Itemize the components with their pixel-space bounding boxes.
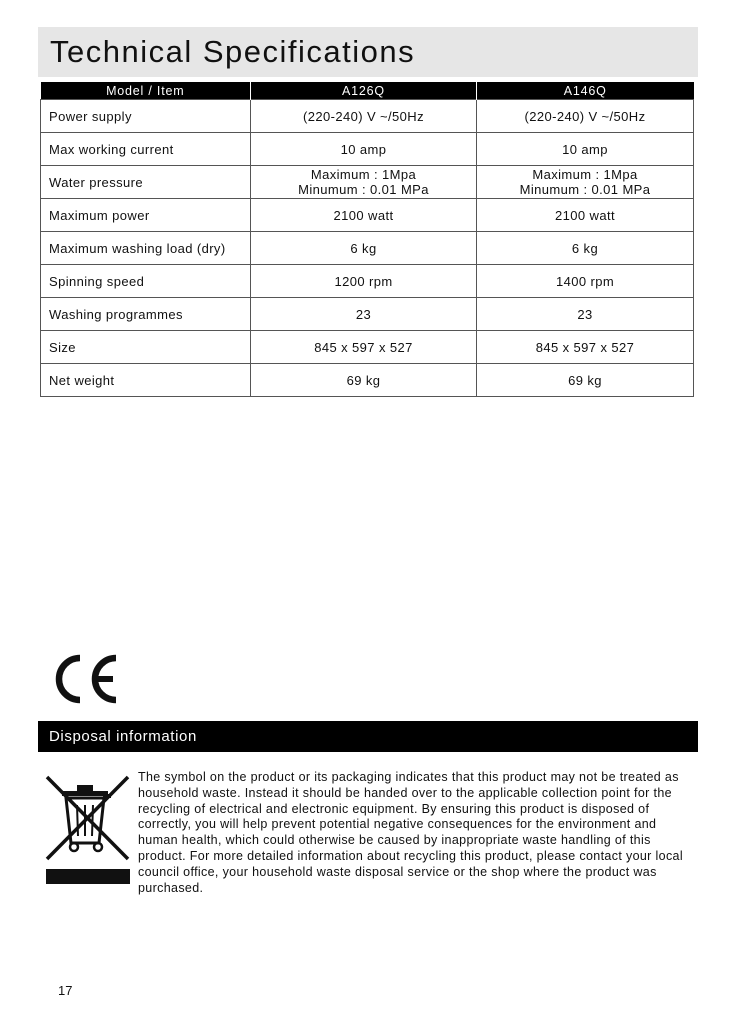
table-row <box>41 265 694 298</box>
row-label: Size <box>41 331 251 364</box>
value-a146q: 10 amp <box>477 133 694 166</box>
header-model-item: Model / Item <box>41 82 251 100</box>
table-row <box>41 133 694 166</box>
value-a126q: 2100 watt <box>251 199 477 232</box>
crossed-out-wheelie-bin-icon <box>44 773 132 885</box>
value-line: Minumum : 0.01 MPa <box>298 182 429 197</box>
title-bar <box>38 27 698 77</box>
value-a146q: 2100 watt <box>477 199 694 232</box>
value-line: Maximum : 1Mpa <box>532 167 638 182</box>
specifications-table <box>40 82 694 397</box>
table-row <box>41 100 694 133</box>
page-number: 17 <box>58 983 73 998</box>
value-a126q: 6 kg <box>251 232 477 265</box>
row-label: Spinning speed <box>41 265 251 298</box>
value-a146q: 1400 rpm <box>477 265 694 298</box>
header-a126q: A126Q <box>251 82 477 100</box>
value-a146q <box>477 166 694 199</box>
value-a146q: (220-240) V ~/50Hz <box>477 100 694 133</box>
row-label: Washing programmes <box>41 298 251 331</box>
disposal-section-header <box>38 721 698 752</box>
row-label: Max working current <box>41 133 251 166</box>
value-a126q: 10 amp <box>251 133 477 166</box>
table-row <box>41 166 694 199</box>
table-row <box>41 331 694 364</box>
value-line: Maximum : 1Mpa <box>310 167 417 182</box>
row-label: Maximum power <box>41 199 251 232</box>
table-row <box>41 364 694 397</box>
value-a126q <box>251 166 477 199</box>
disposal-text: The symbol on the product or its packaging indicates that this product may not be treated as household waste. Instead it should be handed over to the applicable collection point for the recycling of electrical and electronic equipment. By ensuring this product is disposed of correctly, you will help prevent potential negative consequences for the environment and human health, which could otherwise be caused by inappropriate waste handling of this product. For more detailed information about recycling this product, please contact your local council office, your household waste disposal service or the shop where the product was purchased. <box>138 770 683 895</box>
table-row <box>41 199 694 232</box>
ce-mark-icon <box>50 653 120 705</box>
row-label: Net weight <box>41 364 251 397</box>
value-a126q: 1200 rpm <box>251 265 477 298</box>
header-a146q: A146Q <box>477 82 694 100</box>
row-label: Maximum washing load (dry) <box>41 232 251 265</box>
table-row <box>41 298 694 331</box>
value-a146q: 69 kg <box>477 364 694 397</box>
value-a146q: 845 x 597 x 527 <box>477 331 694 364</box>
value-a146q: 6 kg <box>477 232 694 265</box>
table-row <box>41 232 694 265</box>
value-a126q: 23 <box>251 298 477 331</box>
value-a126q: 69 kg <box>251 364 477 397</box>
value-a126q: (220-240) V ~/50Hz <box>251 100 477 133</box>
disposal-heading: Disposal information <box>49 728 197 745</box>
table-header-row <box>41 82 694 100</box>
value-a126q: 845 x 597 x 527 <box>251 331 477 364</box>
value-a146q: 23 <box>477 298 694 331</box>
row-label: Power supply <box>41 100 251 133</box>
row-label: Water pressure <box>41 166 251 199</box>
page-title: Technical Specifications <box>50 34 416 69</box>
value-line: Minumum : 0.01 MPa <box>519 182 651 197</box>
